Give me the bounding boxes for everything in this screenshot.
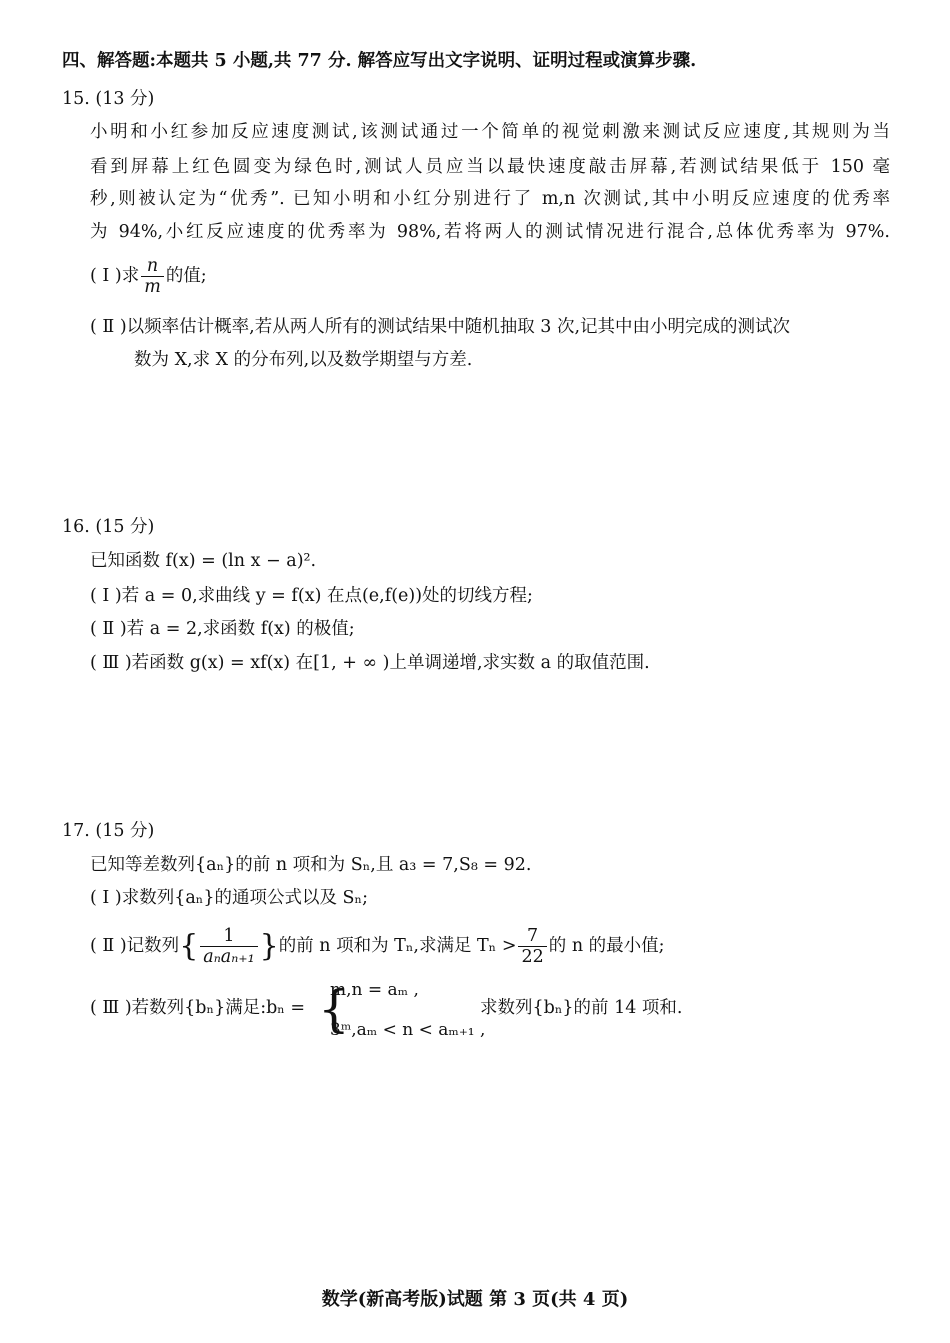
q17-part2-fraction (200, 926, 257, 967)
case-brace-icon: { (318, 980, 350, 1038)
q17-number: 17. (15 分) (62, 821, 155, 841)
q15-part1-fraction (141, 256, 164, 297)
q17-part3-prefix: ( Ⅲ )若数列{bₙ}满足:bₙ = (90, 998, 306, 1018)
q15-part1 (90, 256, 207, 297)
q17-part2 (90, 926, 665, 967)
q17-part2-prefix: ( Ⅱ )记数列 (90, 936, 180, 956)
q17-part3-suffix: 求数列{bₙ}的前 14 项和. (480, 998, 683, 1018)
q15-text-line-2: 看到屏幕上红色圆变为绿色时,测试人员应当以最快速度敲击屏幕,若测试结果低于 150 毫 (90, 157, 890, 177)
q16-number: 16. (15 分) (62, 517, 155, 537)
q15-part1-suffix: 的值; (165, 266, 207, 286)
q16-part3: ( Ⅲ )若函数 g(x) = xf(x) 在[1, + ∞ )上单调递增,求实数 a 的取值范围. (90, 653, 650, 673)
q15-part1-frac-num: n (141, 256, 164, 277)
left-brace-icon: { (179, 928, 199, 964)
q17-part2-frac2-den: 22 (521, 947, 544, 967)
section-header: 四、解答题:本题共 5 小题,共 77 分. 解答应写出文字说明、证明过程或演算步骤. (62, 51, 697, 71)
q15-part1-prefix: ( Ⅰ )求 (90, 266, 140, 286)
page-footer: 数学(新高考版)试题 第 3 页(共 4 页) (321, 1289, 629, 1310)
q15-part1-frac-den: m (144, 277, 161, 297)
q15-part2-line-1: ( Ⅱ )以频率估计概率,若从两人所有的测试结果中随机抽取 3 次,记其中由小明完成的测试次 (90, 317, 791, 337)
q17-part2-frac2-num: 7 (518, 926, 546, 947)
q17-part2-frac-num: 1 (200, 926, 257, 947)
right-brace-icon: } (259, 928, 279, 964)
q17-part1: ( Ⅰ )求数列{aₙ}的通项公式以及 Sₙ; (90, 888, 368, 908)
q15-text-line-1: 小明和小红参加反应速度测试,该测试通过一个简单的视觉刺激来测试反应速度,其规则为当 (90, 122, 890, 142)
q17-part2-mid: 的前 n 项和为 Tₙ,求满足 Tₙ > (278, 936, 517, 956)
q17-part2-frac-den: aₙaₙ₊₁ (203, 947, 255, 967)
q17-part3-case-1: m,n = aₘ , (330, 980, 419, 1000)
q15-text-line-4: 为 94%,小红反应速度的优秀率为 98%,若将两人的测试情况进行混合,总体优秀率为 97%. (90, 222, 890, 242)
q15-text-line-3: 秒,则被认定为“优秀”. 已知小明和小红分别进行了 m,n 次测试,其中小明反应速度的优秀率 (90, 189, 890, 209)
q17-part2-fraction-2 (518, 926, 546, 967)
q16-given: 已知函数 f(x) = (ln x − a)². (90, 551, 317, 571)
q17-part3-case-2: 3ᵐ,aₘ < n < aₘ₊₁ , (330, 1020, 486, 1040)
q17-part2-suffix: 的 n 的最小值; (548, 936, 665, 956)
q17-given: 已知等差数列{aₙ}的前 n 项和为 Sₙ,且 a₃ = 7,S₈ = 92. (90, 855, 532, 875)
q15-part2-line-2: 数为 X,求 X 的分布列,以及数学期望与方差. (134, 350, 473, 370)
q16-part1: ( Ⅰ )若 a = 0,求曲线 y = f(x) 在点(e,f(e))处的切线方程; (90, 586, 533, 606)
q15-number: 15. (13 分) (62, 89, 155, 109)
q16-part2: ( Ⅱ )若 a = 2,求函数 f(x) 的极值; (90, 619, 355, 639)
